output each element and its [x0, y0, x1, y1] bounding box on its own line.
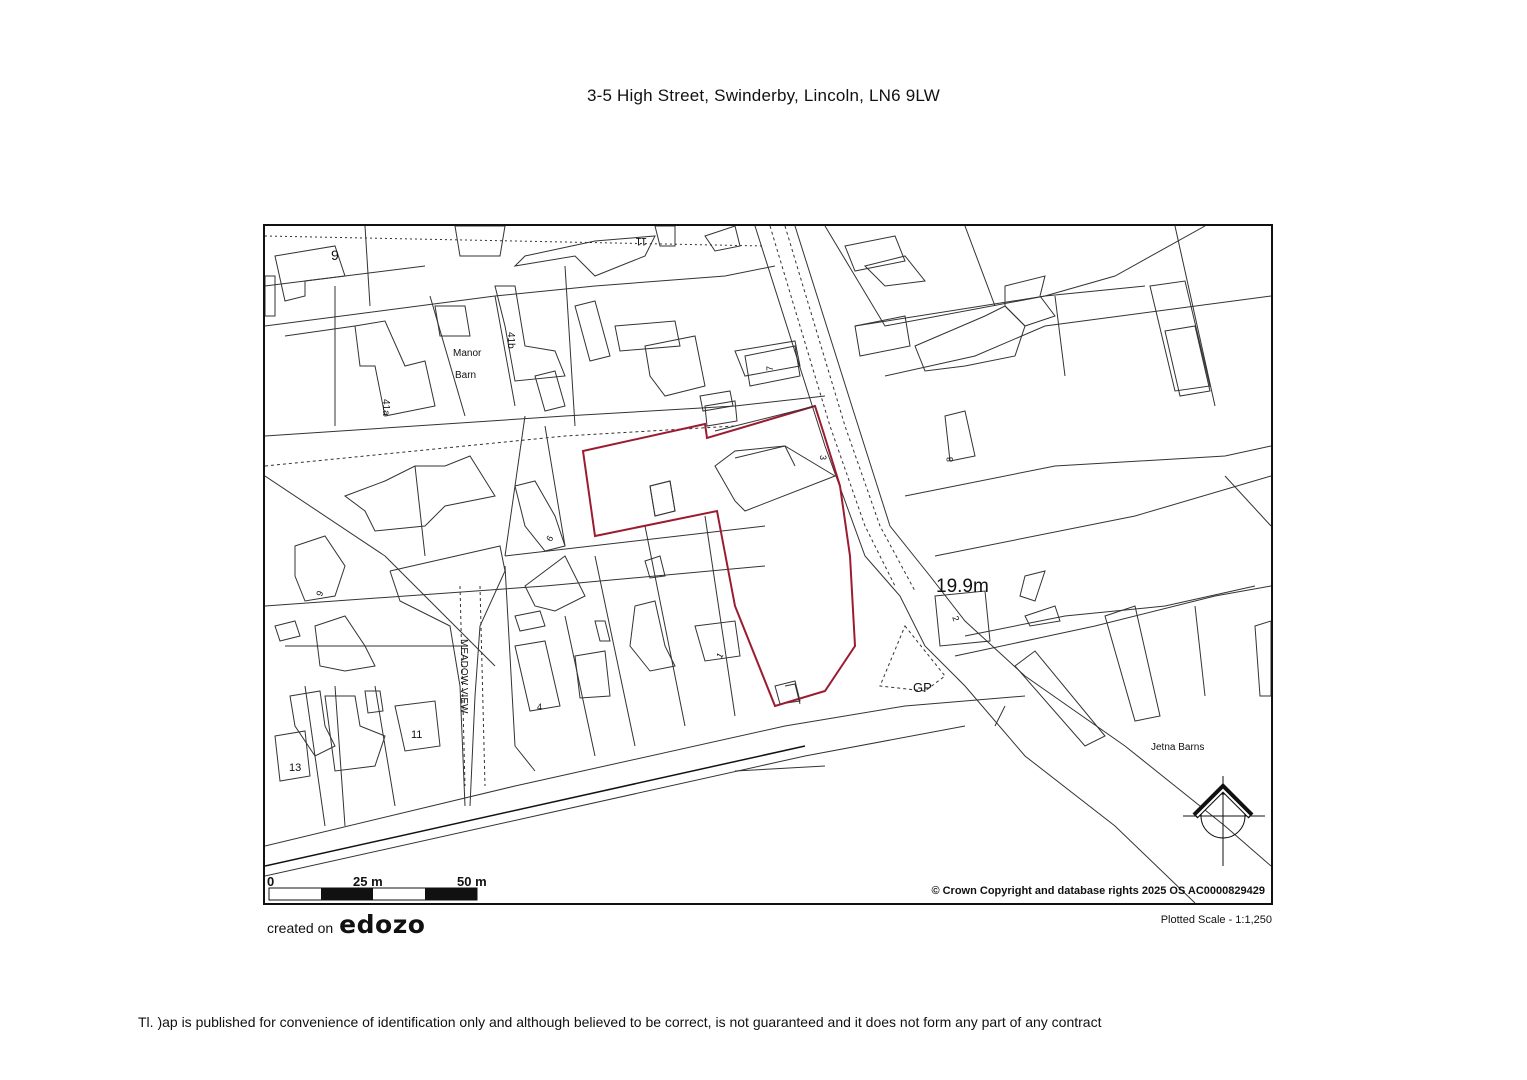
plot-line	[335, 686, 345, 826]
plotted-scale: Plotted Scale - 1:1,250	[1160, 914, 1272, 926]
building	[515, 611, 545, 631]
meadow-view-label: MEADOW VIEW	[458, 639, 469, 714]
site-plan-map	[263, 224, 1273, 905]
east-boundary	[1195, 606, 1205, 696]
building	[395, 701, 440, 751]
north-arrow-icon	[1183, 776, 1265, 866]
building	[650, 481, 675, 516]
house-number-2: 2	[950, 614, 962, 623]
plot-line	[645, 526, 685, 726]
building	[315, 616, 375, 671]
building	[615, 321, 680, 351]
cul-de-sac	[390, 546, 505, 806]
building	[915, 306, 1025, 371]
boundary-line	[265, 396, 825, 436]
building	[1165, 326, 1210, 396]
building	[355, 321, 435, 416]
house-number-6: 6	[544, 533, 556, 544]
east-boundary	[965, 586, 1255, 636]
scale-bar	[267, 874, 487, 900]
boundary-line	[265, 566, 765, 606]
boundary-line	[545, 426, 565, 546]
house-number-11: 11	[411, 729, 423, 741]
building	[865, 256, 925, 286]
building-line	[715, 406, 815, 431]
jetna-building	[1255, 621, 1271, 696]
building	[455, 226, 505, 256]
house-number-7: 7	[765, 365, 775, 371]
boundary-line	[285, 326, 355, 336]
building	[345, 456, 495, 531]
house-number-3: 3	[818, 455, 828, 461]
lane-centre	[265, 746, 805, 866]
building	[275, 621, 300, 641]
copyright-notice: © Crown Copyright and database rights 2025 OS AC0000829429	[931, 885, 1265, 897]
manor-label: Manor	[453, 348, 482, 359]
house-number-9-left: 9	[314, 589, 326, 598]
house-number-41b: 41b	[505, 332, 516, 349]
boundary-line	[565, 266, 575, 426]
jetna-building	[1015, 651, 1105, 746]
scale-zero: 0	[267, 874, 275, 889]
created-on-label: created on	[267, 920, 334, 936]
disclaimer-text: Tl. )ap is published for convenience of identification only and although believed to be correct, is not guaranteed and it does not form any part of any contract	[138, 1014, 1102, 1030]
boundary-line	[495, 296, 515, 406]
house-number-1: 1	[714, 650, 726, 661]
house-number-8: 8	[945, 456, 955, 462]
building	[845, 236, 905, 271]
building	[325, 696, 385, 771]
scale-50m: 50 m	[457, 874, 487, 889]
barn-label: Barn	[455, 370, 477, 381]
plot-line	[375, 686, 395, 806]
building	[575, 301, 610, 361]
east-boundary	[1055, 296, 1065, 376]
house-number-41a: 41a	[380, 399, 391, 416]
cul-de-sac	[390, 571, 465, 806]
building	[715, 446, 835, 511]
east-boundary	[885, 296, 1271, 376]
building	[705, 401, 737, 426]
map-canvas	[265, 226, 1271, 903]
building	[630, 601, 675, 671]
boundary-line	[415, 466, 425, 556]
edozo-logo: edozo	[339, 910, 426, 939]
lane-edge	[265, 726, 965, 876]
house-number-11-top: 11	[635, 235, 647, 247]
east-boundary	[1175, 226, 1215, 406]
plot-line	[565, 616, 595, 756]
building	[515, 481, 565, 551]
house-number-9-top: 9	[331, 247, 339, 263]
site-boundary-group	[583, 406, 855, 706]
house-number-4: 4	[537, 702, 543, 712]
building	[515, 641, 560, 711]
building	[595, 621, 610, 641]
road-edge	[755, 226, 1195, 903]
lane-edge	[265, 696, 1025, 846]
building	[575, 651, 610, 698]
east-boundary	[905, 446, 1271, 496]
gp-label: GP	[913, 680, 932, 695]
building	[655, 226, 675, 246]
building	[265, 276, 275, 316]
road-dashed	[770, 226, 895, 586]
building	[945, 411, 975, 461]
east-boundary	[825, 226, 1205, 326]
plot-line	[705, 516, 735, 716]
building	[365, 691, 383, 713]
plot-line	[595, 556, 635, 746]
jetna-barns-label: Jetna Barns	[1151, 742, 1205, 753]
building	[645, 336, 705, 396]
east-boundary	[1225, 476, 1271, 526]
scale-25m: 25 m	[353, 874, 383, 889]
east-boundary	[965, 226, 995, 306]
east-boundary	[935, 476, 1271, 556]
building-line	[735, 446, 795, 466]
house-number-13: 13	[289, 762, 302, 774]
boundary-dotted	[265, 236, 765, 246]
created-on-credit	[267, 910, 425, 939]
building	[705, 226, 740, 251]
plot-line	[505, 526, 765, 556]
building	[1150, 281, 1210, 391]
east-boundary	[995, 706, 1005, 726]
site-boundary	[583, 406, 855, 706]
jetna-building	[1105, 606, 1160, 721]
building	[1020, 571, 1045, 601]
east-boundary	[855, 286, 1145, 326]
road-edge	[795, 226, 1271, 866]
page-title: 3-5 High Street, Swinderby, Lincoln, LN6 9LW	[586, 86, 941, 105]
spot-height-label: 19.9m	[936, 576, 989, 597]
